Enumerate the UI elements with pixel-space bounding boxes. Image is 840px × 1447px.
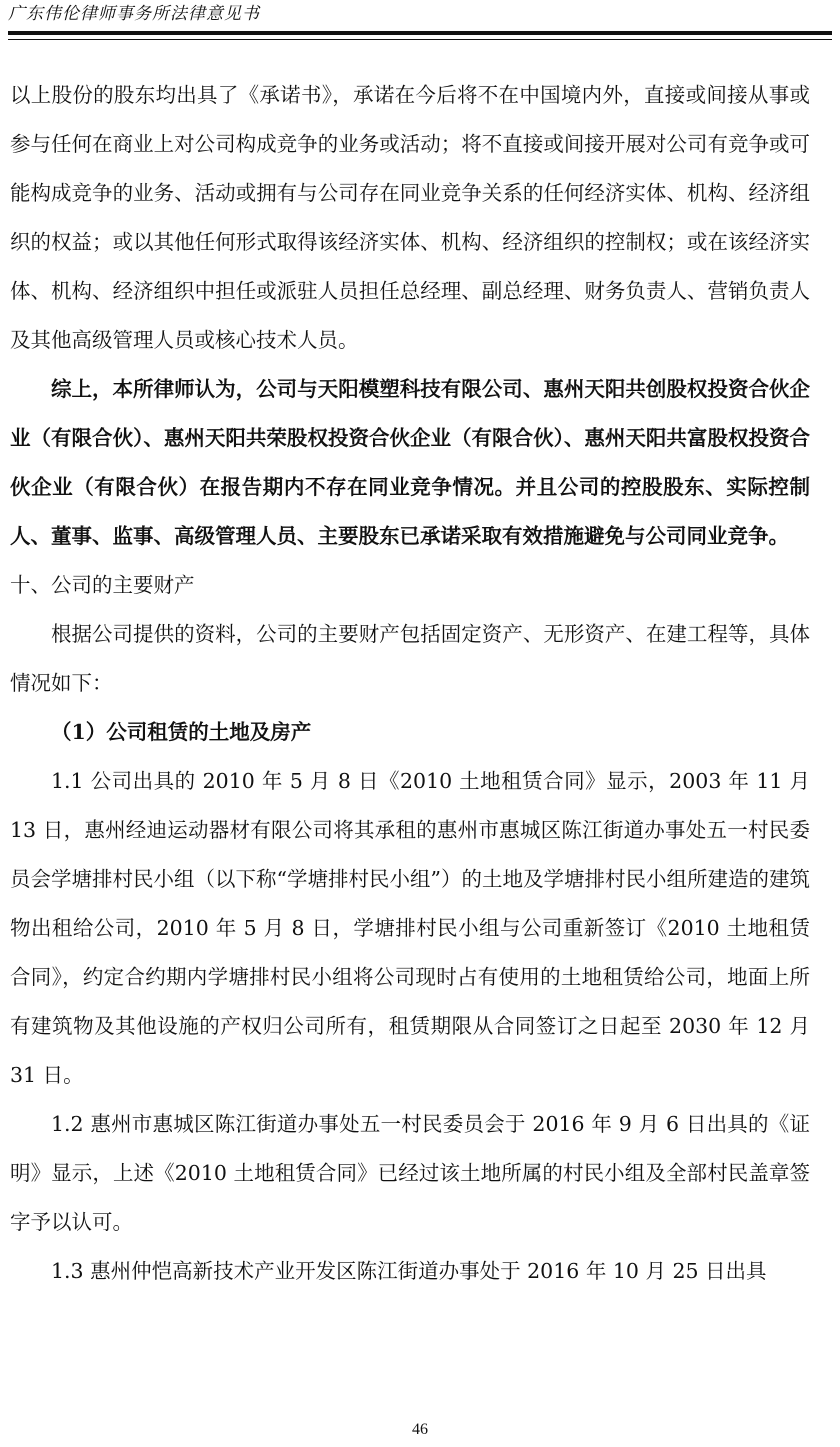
paragraph-conclusion: 综上，本所律师认为，公司与天阳模塑科技有限公司、惠州天阳共创股权投资合伙企业（有限合伙）、惠州天阳共荣股权投资合伙企业（有限合伙）、惠州天阳共富股权投资合伙企业（有限合伙）在报告期内不存在同业竞争情况。并且公司的控股股东、实际控制人、董事、监事、高级管理人员、主要股东已承诺采取有效措施避免与公司同业竞争。 (10, 377, 810, 548)
section-heading-main-assets: 十、公司的主要财产 (10, 573, 195, 597)
subheading-leased-land: （1）公司租赁的土地及房产 (51, 720, 312, 744)
paragraph-shareholder-commitment: 以上股份的股东均出具了《承诺书》，承诺在今后将不在中国境内外，直接或间接从事或参与任何在商业上对公司构成竞争的业务或活动；将不直接或间接开展对公司有竞争或可能构成竞争的业务、活动或拥有与公司存在同业竞争关系的任何经济实体、机构、经济组织的权益；或以其他任何形式取得该经济实体、机构、经济组织的控制权；或在该经济实体、机构、经济组织中担任或派驻人员担任总经理、副总经理、财务负责人、营销负责人及其他高级管理人员或核心技术人员。 (10, 83, 810, 352)
document-body (10, 71, 810, 1296)
paragraph-assets-intro: 根据公司提供的资料，公司的主要财产包括固定资产、无形资产、在建工程等，具体情况如下： (10, 622, 810, 695)
paragraph-lease-1-1: 1.1 公司出具的 2010 年 5 月 8 日《2010 土地租赁合同》显示，2003 年 11 月 13 日，惠州经迪运动器材有限公司将其承租的惠州市惠城区陈江街道办事处五一村民委员会学塘排村民小组（以下称“学塘排村民小组”）的土地及学塘排村民小组所建造的建筑物出租给公司，2010 年 5 月 8 日，学塘排村民小组与公司重新签订《2010 土地租赁合同》，约定合约期内学塘排村民小组将公司现时占有使用的土地租赁给公司，地面上所有建筑物及其他设施的产权归公司所有，租赁期限从合同签订之日起至 2030 年 12 月 31 日。 (10, 769, 810, 1087)
header-rule-thick (8, 31, 832, 35)
header-title: 广东伟伦律师事务所法律意见书 (8, 4, 260, 24)
page-number: 46 (412, 1421, 428, 1438)
header-rule-thin (8, 39, 832, 40)
paragraph-lease-1-2: 1.2 惠州市惠城区陈江街道办事处五一村民委员会于 2016 年 9 月 6 日出具的《证明》显示，上述《2010 土地租赁合同》已经过该土地所属的村民小组及全部村民盖章签字予以认可。 (10, 1112, 810, 1234)
document-header (8, 2, 832, 26)
paragraph-lease-1-3: 1.3 惠州仲恺高新技术产业开发区陈江街道办事处于 2016 年 10 月 25 日出具 (51, 1259, 767, 1283)
